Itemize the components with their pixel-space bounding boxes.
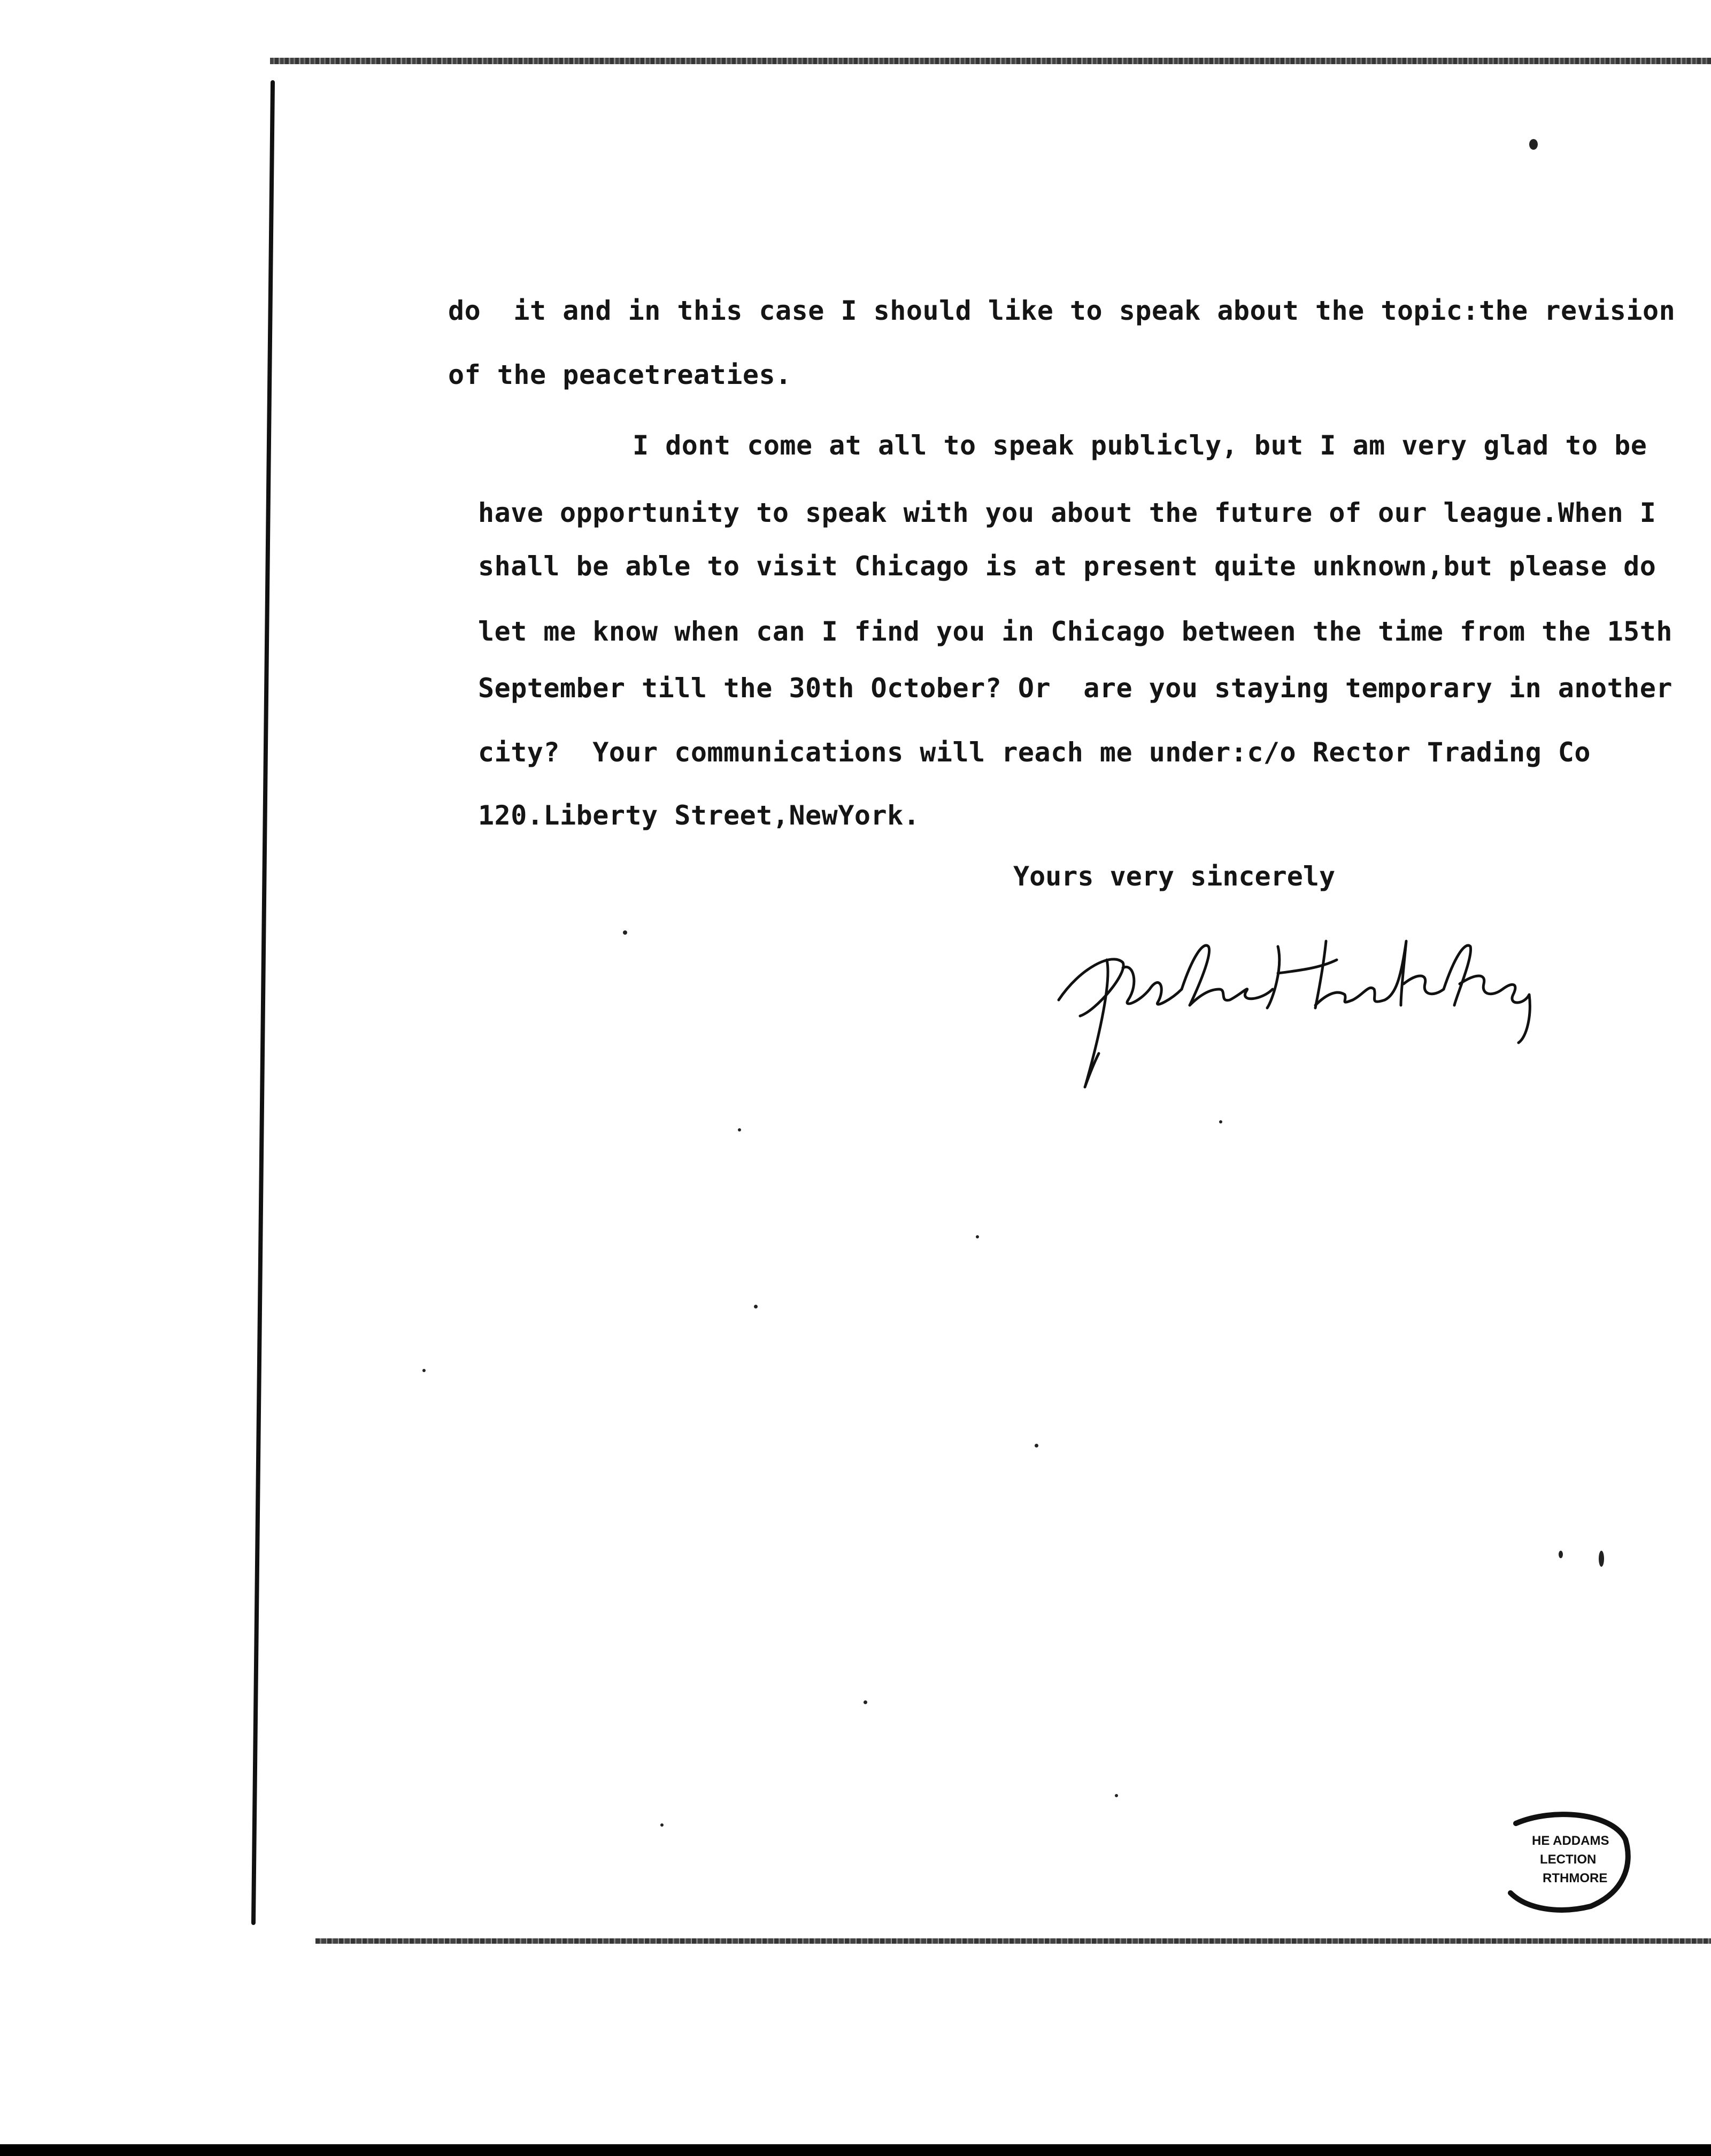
body-line: of the peacetreaties. (448, 359, 792, 390)
handwritten-signature (1048, 909, 1556, 1102)
body-line: have opportunity to speak with you about the future of our league.When I (478, 497, 1656, 528)
body-line: let me know when can I find you in Chicago between the time from the 15th (478, 616, 1673, 647)
scan-speckle (738, 1128, 741, 1131)
body-line: do it and in this case I should like to speak about the topic:the revision (448, 295, 1676, 326)
scan-speckle (1529, 139, 1538, 150)
scan-speckle (864, 1700, 867, 1704)
scan-speckle (623, 930, 627, 935)
page-left-edge (251, 80, 275, 1925)
body-line: shall be able to visit Chicago is at present quite unknown,but please do (478, 551, 1656, 582)
stamp-line: LECTION (1540, 1852, 1597, 1867)
scan-speckle (754, 1305, 758, 1308)
scan-speckle (1035, 1444, 1038, 1447)
archive-stamp (1494, 1807, 1633, 1914)
stamp-line: RTHMORE (1543, 1871, 1608, 1885)
scan-bottom-border (0, 2144, 1711, 2156)
body-line: I dont come at all to speak publicly, but I am very glad to be (633, 430, 1647, 461)
scan-speckle (976, 1235, 979, 1238)
scan-speckle (422, 1369, 426, 1372)
scan-speckle (1559, 1551, 1563, 1558)
page-top-edge (270, 58, 1711, 64)
scan-speckle (660, 1823, 664, 1827)
scan-speckle (1219, 1120, 1222, 1123)
scan-speckle (1115, 1794, 1118, 1797)
letter-closing: Yours very sincerely (1013, 861, 1336, 892)
page-bottom-edge (315, 1938, 1711, 1944)
body-line: city? Your communications will reach me under:c/o Rector Trading Co (478, 737, 1591, 768)
body-line: September till the 30th October? Or are you staying temporary in another (478, 673, 1673, 704)
stamp-line: HE ADDAMS (1532, 1834, 1609, 1848)
body-line: 120.Liberty Street,NewYork. (478, 800, 920, 831)
scan-speckle (1599, 1551, 1604, 1567)
